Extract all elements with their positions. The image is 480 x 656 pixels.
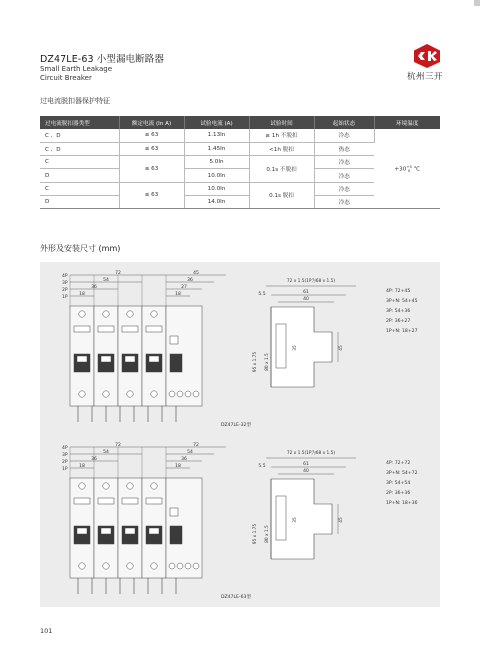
dimension-label: 80 x 1.5 [265, 353, 270, 371]
cell-rated-current: ≤ 63 [119, 182, 184, 209]
terminal-screw-icon [79, 483, 85, 489]
handle-window [101, 356, 111, 362]
dimension-drawings-panel [40, 262, 440, 607]
cell-type: C 、D [40, 129, 119, 142]
handle-window [125, 356, 135, 362]
product-title-zh: DZ47LE-63 小型漏电断路器 [40, 54, 164, 65]
protection-section-title: 过电流脱扣器保护特征 [40, 97, 110, 105]
terminal-screw-icon [185, 391, 191, 397]
dimension-label: 72 [115, 270, 121, 276]
dimension-label: 18 [175, 463, 181, 469]
cell-test-current: 5.0In [184, 156, 249, 169]
dimension-label: 61 [303, 290, 309, 295]
pole-label: 2P [62, 288, 68, 293]
toggle-handle-icon [170, 526, 182, 544]
label-window [98, 326, 114, 332]
din-rail-clip [276, 496, 286, 540]
terminal-screw-icon [103, 563, 109, 569]
dimension-note: 3P+N: 54+45 [386, 299, 418, 304]
dimension-note: 4P: 72+45 [386, 289, 411, 294]
column-header: 试验时间 [249, 116, 314, 129]
cell-test-time: 0.1s 不脱扣 [249, 156, 314, 183]
cell-type: C [40, 182, 119, 195]
label-window [74, 498, 90, 504]
column-header: 环境温度 [374, 116, 440, 129]
cell-type: D [40, 169, 119, 182]
cell-test-current: 1.45In [184, 142, 249, 155]
side-view-top-dimension: 72 x 1.5(1P为68 x 1.5) [286, 451, 336, 456]
terminal-screw-icon [103, 391, 109, 397]
dimension-label: 72 [193, 442, 199, 448]
dimension-label: 40 [303, 469, 309, 474]
dimension-drawings-svg [40, 262, 440, 607]
handle-window [125, 528, 135, 534]
drawing-caption: DZ47LE-32型 [220, 423, 252, 428]
terminal-screw-icon [79, 311, 85, 317]
test-button-icon [170, 336, 178, 344]
terminal-screw-icon [177, 563, 183, 569]
dimension-label: 54 [103, 277, 109, 283]
label-window [122, 326, 138, 332]
handle-window [77, 356, 87, 362]
cell-test-time: 0.1s 脱扣 [249, 182, 314, 209]
handle-window [149, 528, 159, 534]
cell-start-state: 冷态 [314, 169, 374, 182]
cell-test-current: 14.0In [184, 195, 249, 208]
label-window [74, 326, 90, 332]
terminal-screw-icon [193, 391, 199, 397]
ambient-value: +30 [394, 166, 407, 173]
terminal-screw-icon [169, 391, 175, 397]
terminal-screw-icon [103, 483, 109, 489]
cell-rated-current: ≤ 63 [119, 156, 184, 183]
dimension-note: 2P: 36+36 [386, 491, 411, 496]
dimension-note: 4P: 72+72 [386, 461, 411, 466]
din-rail-clip [276, 324, 286, 368]
column-header: 额定电流 (In A) [119, 116, 184, 129]
cell-test-current: 10.0In [184, 169, 249, 182]
dimension-label: 35 [293, 517, 298, 523]
terminal-screw-icon [151, 311, 157, 317]
pole-label: 3P [62, 453, 68, 458]
cell-start-state: 冷态 [314, 129, 374, 142]
handle-window [149, 356, 159, 362]
pole-label: 2P [62, 460, 68, 465]
table-header-row [40, 116, 440, 129]
dimension-label: 27 [181, 284, 187, 290]
dimension-label: 45 [193, 270, 199, 276]
dimension-label: 18 [79, 291, 85, 297]
side-view-top-dimension: 72 x 1.5(1P为68 x 1.5) [286, 279, 336, 284]
pole-label: 1P [62, 467, 68, 472]
pole-label: 1P [62, 295, 68, 300]
handle-window [77, 528, 87, 534]
column-header: 过电流脱扣器类型 [40, 116, 119, 129]
dimension-label: 36 [91, 284, 97, 290]
cell-type: D [40, 195, 119, 208]
cell-test-current: 10.0In [184, 182, 249, 195]
dimension-note: 3P: 54+36 [386, 309, 411, 314]
ambient-lower-tolerance: 0 [407, 167, 411, 173]
page-corner-mark [474, 0, 480, 6]
cell-start-state: 冷态 [314, 182, 374, 195]
cell-test-time: <1h 脱扣 [249, 142, 314, 155]
cell-test-time: ≥ 1h 不脱扣 [249, 129, 314, 142]
dimension-label: 95 x 1.75 [253, 523, 258, 545]
dimension-label: 18 [175, 291, 181, 297]
cell-test-current: 1.13In [184, 129, 249, 142]
dimension-label: 72 [115, 442, 121, 448]
handle-window [101, 528, 111, 534]
terminal-screw-icon [127, 311, 133, 317]
column-header: 起始状态 [314, 116, 374, 129]
cell-type: C 、D [40, 142, 119, 155]
dimension-label: 18 [79, 463, 85, 469]
dimension-label: 36 [181, 456, 187, 462]
cell-start-state: 冷态 [314, 195, 374, 208]
dimension-label: 54 [187, 449, 193, 455]
terminal-screw-icon [151, 391, 157, 397]
page-number: 101 [40, 627, 53, 635]
cell-start-state: 热态 [314, 142, 374, 155]
pole-label: 4P [62, 274, 68, 279]
terminal-screw-icon [127, 563, 133, 569]
table-row [40, 129, 440, 142]
dimension-label: 45 [339, 345, 344, 351]
protection-characteristics-table [40, 116, 440, 209]
terminal-screw-icon [127, 483, 133, 489]
terminal-screw-icon [185, 563, 191, 569]
dimension-label: 5.5 [258, 464, 266, 469]
dimension-note: 3P: 54+54 [386, 481, 411, 486]
column-header: 试验电流 (A) [184, 116, 249, 129]
terminal-screw-icon [193, 563, 199, 569]
label-window [146, 498, 162, 504]
cell-rated-current: ≤ 63 [119, 129, 184, 142]
company-logo-icon [412, 43, 442, 69]
dimension-label: 5.5 [258, 292, 266, 297]
terminal-screw-icon [169, 563, 175, 569]
dimension-label: 61 [303, 462, 309, 467]
cell-ambient-temperature [374, 129, 440, 209]
label-window [122, 498, 138, 504]
company-name: 杭州三开 [407, 72, 444, 82]
dimension-note: 3P+N: 54+72 [386, 471, 418, 476]
dimension-note: 1P+N: 18+27 [386, 329, 418, 334]
dimension-label: 95 x 1.75 [253, 351, 258, 373]
cell-type: C [40, 156, 119, 169]
terminal-screw-icon [103, 311, 109, 317]
test-button-icon [170, 508, 178, 516]
dimension-note: 2P: 36+27 [386, 319, 411, 324]
ambient-unit: ℃ [413, 166, 420, 173]
dimension-label: 36 [91, 456, 97, 462]
toggle-handle-icon [170, 354, 182, 372]
product-title-en-line1: Small Earth Leakage [40, 65, 113, 73]
terminal-screw-icon [127, 391, 133, 397]
drawing-caption: DZ47LE-63型 [220, 595, 252, 600]
pole-label: 4P [62, 446, 68, 451]
ambient-upper-tolerance: +5 [406, 163, 412, 169]
terminal-screw-icon [79, 391, 85, 397]
dimension-label: 40 [303, 297, 309, 302]
dimension-label: 36 [187, 277, 193, 283]
dimension-label: 54 [103, 449, 109, 455]
label-window [98, 498, 114, 504]
dimension-label: 45 [339, 517, 344, 523]
cell-start-state: 冷态 [314, 156, 374, 169]
terminal-screw-icon [151, 483, 157, 489]
cell-rated-current: ≤ 63 [119, 142, 184, 155]
terminal-screw-icon [177, 391, 183, 397]
terminal-screw-icon [151, 563, 157, 569]
dimension-label: 35 [293, 345, 298, 351]
dimension-label: 80 x 1.5 [265, 525, 270, 543]
product-title-en-line2: Circuit Breaker [40, 74, 92, 82]
label-window [146, 326, 162, 332]
pole-label: 3P [62, 281, 68, 286]
dimensions-section-title: 外形及安装尺寸 (mm) [40, 244, 121, 253]
dimension-note: 1P+N: 18+36 [386, 501, 418, 506]
terminal-screw-icon [79, 563, 85, 569]
